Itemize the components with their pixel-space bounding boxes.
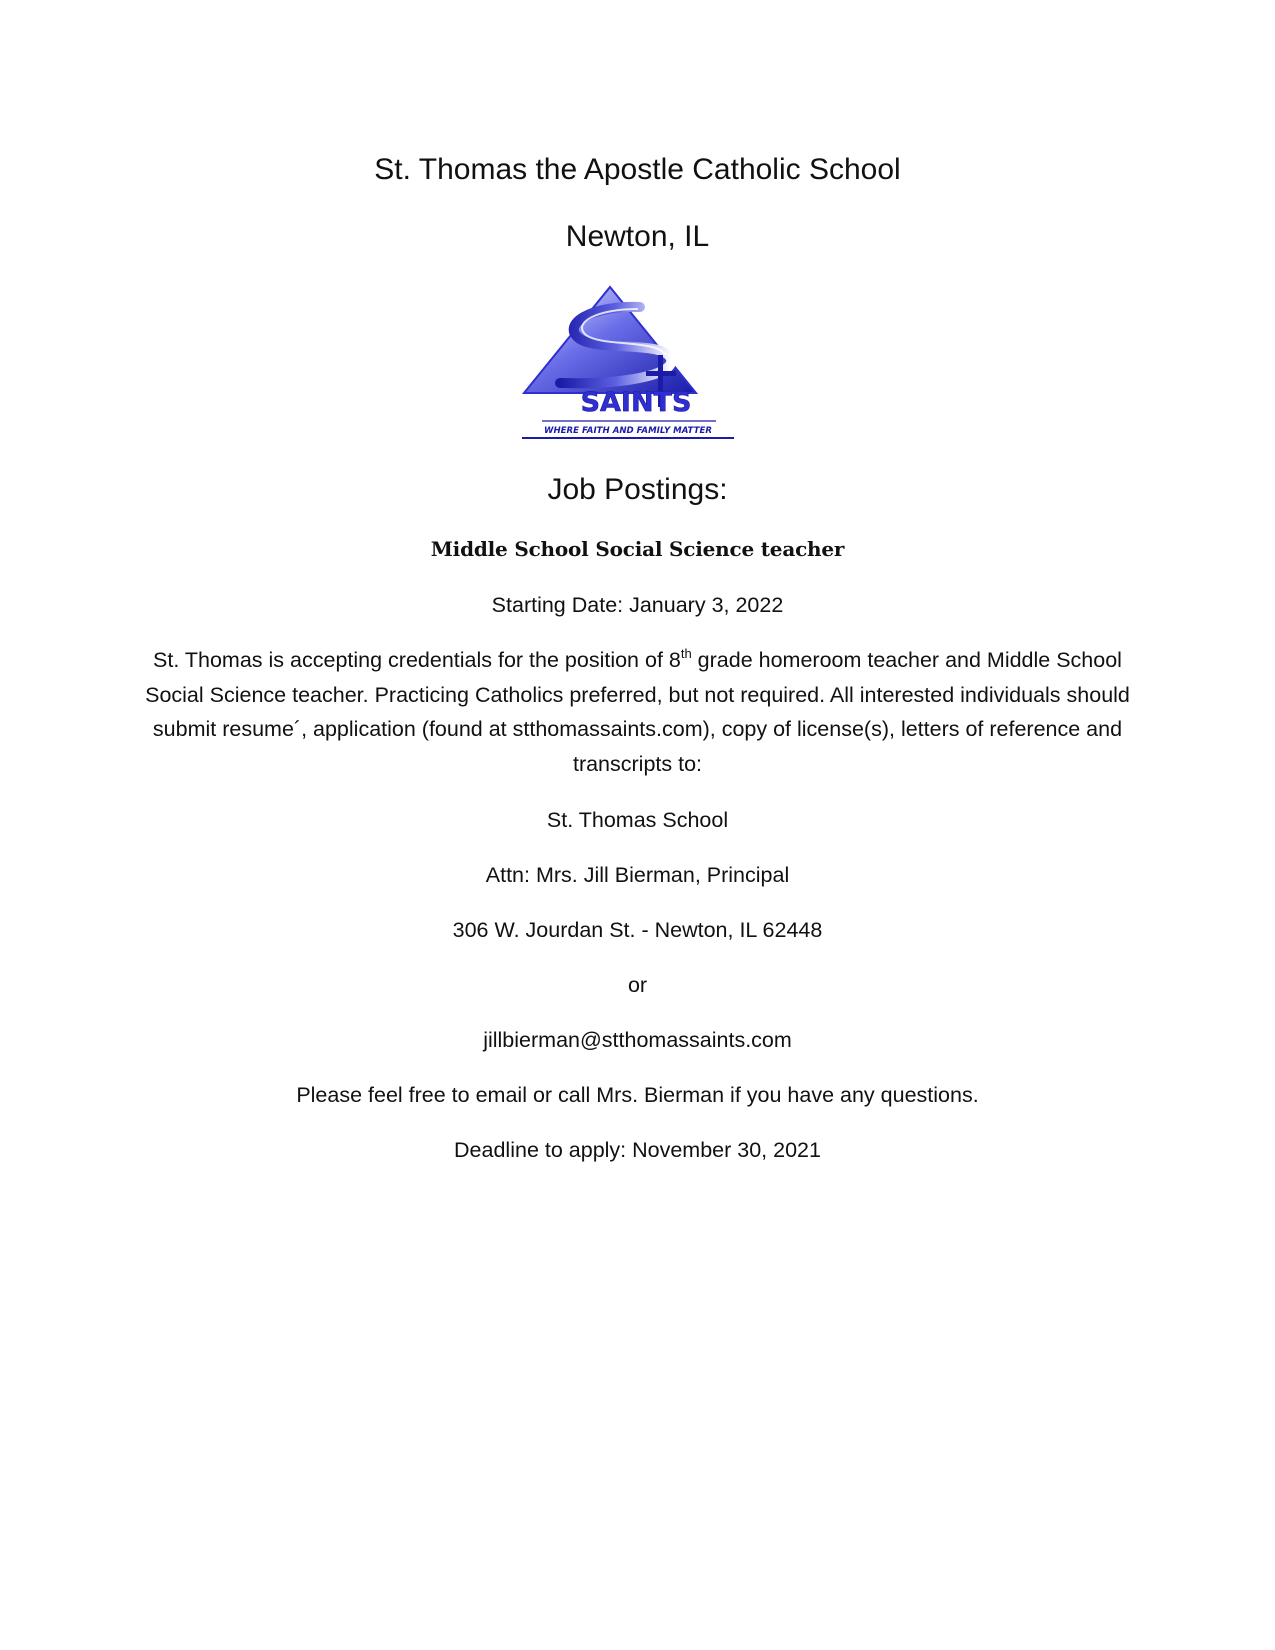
job-description-paragraph [140,643,1135,781]
paragraph-text-end: grade homeroom teacher and Middle School Social Science teacher. Practicing Catholics preferred, but not required. All interested individuals should submit resume´, application (found at stthomassaints.com), copy of license(s), letters of reference and transcripts to: [145,648,1130,776]
ordinal-superscript: th [680,646,692,661]
contact-school-name: St. Thomas School [546,808,729,832]
school-location: Newton, IL [565,220,710,253]
job-postings-heading: Job Postings: [547,473,728,506]
questions-note: Please feel free to email or call Mrs. Bierman if you have any questions. [296,1083,979,1107]
application-deadline: Deadline to apply: November 30, 2021 [454,1138,821,1162]
school-name: St. Thomas the Apostle Catholic School [374,153,901,186]
starting-date: Starting Date: January 3, 2022 [491,593,784,617]
logo-tagline: WHERE FAITH AND FAMILY MATTER [544,426,712,436]
contact-email: jillbierman@stthomassaints.com [483,1028,792,1052]
position-title: Middle School Social Science teacher [430,537,845,561]
paragraph-text-start: St. Thomas is accepting credentials for the position of 8 [153,648,681,672]
contact-attention: Attn: Mrs. Jill Bierman, Principal [485,863,790,887]
contact-or-separator: or [627,973,648,997]
contact-street-address: 306 W. Jourdan St. - Newton, IL 62448 [452,918,823,942]
logo-wordmark: SAINTS [580,387,692,418]
saints-triangle-logo [520,283,752,447]
